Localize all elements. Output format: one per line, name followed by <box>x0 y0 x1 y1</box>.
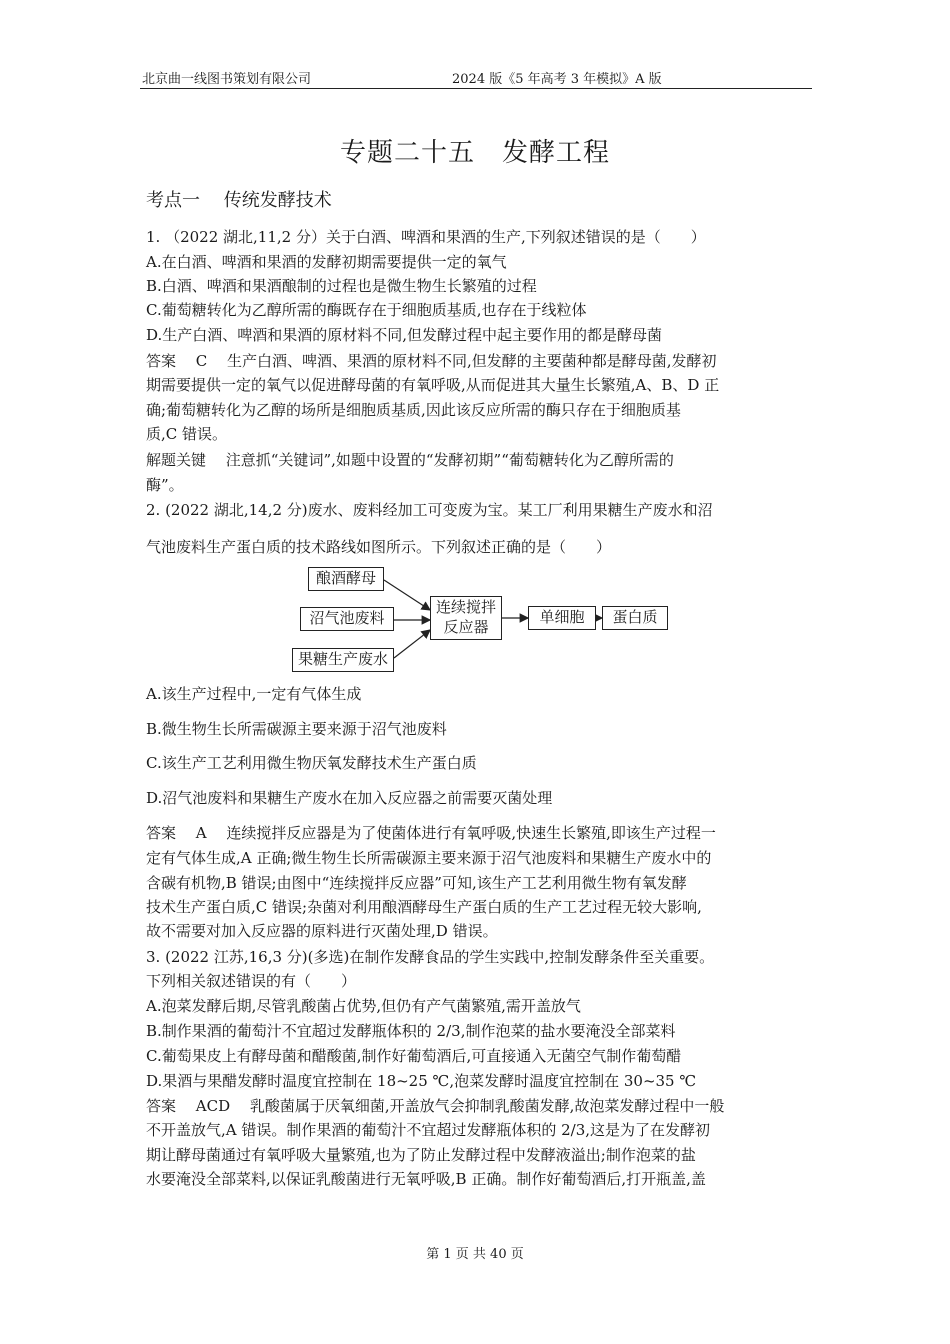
section-heading: 考点一 传统发酵技术 <box>146 190 332 211</box>
page-title: 专题二十五 发酵工程 <box>339 138 610 168</box>
q3-answer-line: 水要淹没全部菜料,以保证乳酸菌进行无氧呼吸,B 正确。制作好葡萄酒后,打开瓶盖,盖 <box>146 1170 706 1188</box>
q2-answer-line: 答案 A 连续搅拌反应器是为了使菌体进行有氧呼吸,快速生长繁殖,即该生产过程一 <box>146 824 716 842</box>
q1-option-b: B.白酒、啤酒和果酒酿制的过程也是微生物生长繁殖的过程 <box>146 277 537 295</box>
q3-answer-line: 期让酵母菌通过有氧呼吸大量繁殖,也为了防止发酵过程中发酵液溢出;制作泡菜的盐 <box>146 1146 696 1164</box>
box-protein: 蛋白质 <box>602 606 668 630</box>
q1-key-tip: 酶”。 <box>146 476 184 494</box>
header-book-title: 2024 版《5 年高考 3 年模拟》A 版 <box>452 72 662 87</box>
box-yeast: 酿酒酵母 <box>308 567 384 591</box>
q3-option-b: B.制作果酒的葡萄汁不宜超过发酵瓶体积的 2/3,制作泡菜的盐水要淹没全部菜料 <box>146 1022 676 1040</box>
q3-stem: 3. (2022 江苏,16,3 分)(多选)在制作发酵食品的学生实践中,控制发酵条件至关重要。 <box>146 948 715 966</box>
box-single-cell: 单细胞 <box>528 606 596 630</box>
q1-answer-line: 质,C 错误。 <box>146 425 228 443</box>
q1-option-d: D.生产白酒、啤酒和果酒的原材料不同,但发酵过程中起主要作用的都是酵母菌 <box>146 326 663 344</box>
q1-answer-line: 确;葡萄糖转化为乙醇的场所是细胞质基质,因此该反应所需的酶只存在于细胞质基 <box>146 401 681 419</box>
reactor-label: 连续搅拌 <box>435 598 496 616</box>
header-publisher: 北京曲一线图书策划有限公司 <box>142 72 312 87</box>
q1-stem: 1. （2022 湖北,11,2 分）关于白酒、啤酒和果酒的生产,下列叙述错误的是（ ） <box>146 228 706 246</box>
q1-answer-line: 答案 C 生产白酒、啤酒、果酒的原材料不同,但发酵的主要菌种都是酵母菌,发酵初 <box>146 352 717 370</box>
q2-answer-line: 故不需要对加入反应器的原料进行灭菌处理,D 错误。 <box>146 922 498 940</box>
reactor-label: 反应器 <box>443 618 489 636</box>
q3-answer-line: 答案 ACD 乳酸菌属于厌氧细菌,开盖放气会抑制乳酸菌发酵,故泡菜发酵过程中一般 <box>146 1097 725 1115</box>
page-header <box>140 66 812 89</box>
q2-option-a: A.该生产过程中,一定有气体生成 <box>146 685 362 703</box>
page-number: 第 1 页 共 40 页 <box>426 1247 524 1262</box>
q2-answer-line: 技术生产蛋白质,C 错误;杂菌对利用酿酒酵母生产蛋白质的生产工艺过程无较大影响, <box>146 898 702 916</box>
q2-stem: 气池废料生产蛋白质的技术路线如图所示。下列叙述正确的是（ ） <box>146 538 612 556</box>
box-fructose-wastewater: 果糖生产废水 <box>292 648 394 672</box>
q2-option-b: B.微生物生长所需碳源主要来源于沼气池废料 <box>146 720 447 738</box>
q2-option-c: C.该生产工艺利用微生物厌氧发酵技术生产蛋白质 <box>146 754 477 772</box>
arrow-yeast-to-reactor <box>384 580 430 610</box>
q1-key-tip: 解题关键 注意抓“关键词”,如题中设置的“发酵初期”“葡萄糖转化为乙醇所需的 <box>146 451 674 469</box>
q2-answer-line: 含碳有机物,B 错误;由图中“连续搅拌反应器”可知,该生产工艺利用微生物有氧发酵 <box>146 874 687 892</box>
box-biogas-waste: 沼气池废料 <box>300 607 394 631</box>
q3-answer-line: 不开盖放气,A 错误。制作果酒的葡萄汁不宜超过发酵瓶体积的 2/3,这是为了在发酵初 <box>146 1121 711 1139</box>
q3-option-d: D.果酒与果醋发酵时温度宜控制在 18~25 ℃,泡菜发酵时温度宜控制在 30~35 ℃ <box>146 1072 697 1090</box>
q1-answer-line: 期需要提供一定的氧气以促进酵母菌的有氧呼吸,从而促进其大量生长繁殖,A、B、D 正 <box>146 376 720 394</box>
q2-option-d: D.沼气池废料和果糖生产废水在加入反应器之前需要灭菌处理 <box>146 789 553 807</box>
q2-stem: 2. (2022 湖北,14,2 分)废水、废料经加工可变废为宝。某工厂利用果糖生产废水和沼 <box>146 501 713 519</box>
q3-stem: 下列相关叙述错误的有（ ） <box>146 972 357 990</box>
q1-option-a: A.在白酒、啤酒和果酒的发酵初期需要提供一定的氧气 <box>146 253 507 271</box>
arrow-water-to-reactor <box>394 630 430 658</box>
q2-answer-line: 定有气体生成,A 正确;微生物生长所需碳源主要来源于沼气池废料和果糖生产废水中的 <box>146 849 712 867</box>
q3-option-c: C.葡萄果皮上有酵母菌和醋酸菌,制作好葡萄酒后,可直接通入无菌空气制作葡萄醋 <box>146 1047 682 1065</box>
q3-option-a: A.泡菜发酵后期,尽管乳酸菌占优势,但仍有产气菌繁殖,需开盖放气 <box>146 997 581 1015</box>
q1-option-c: C.葡萄糖转化为乙醇所需的酶既存在于细胞质基质,也存在于线粒体 <box>146 301 587 319</box>
box-reactor <box>430 596 502 640</box>
